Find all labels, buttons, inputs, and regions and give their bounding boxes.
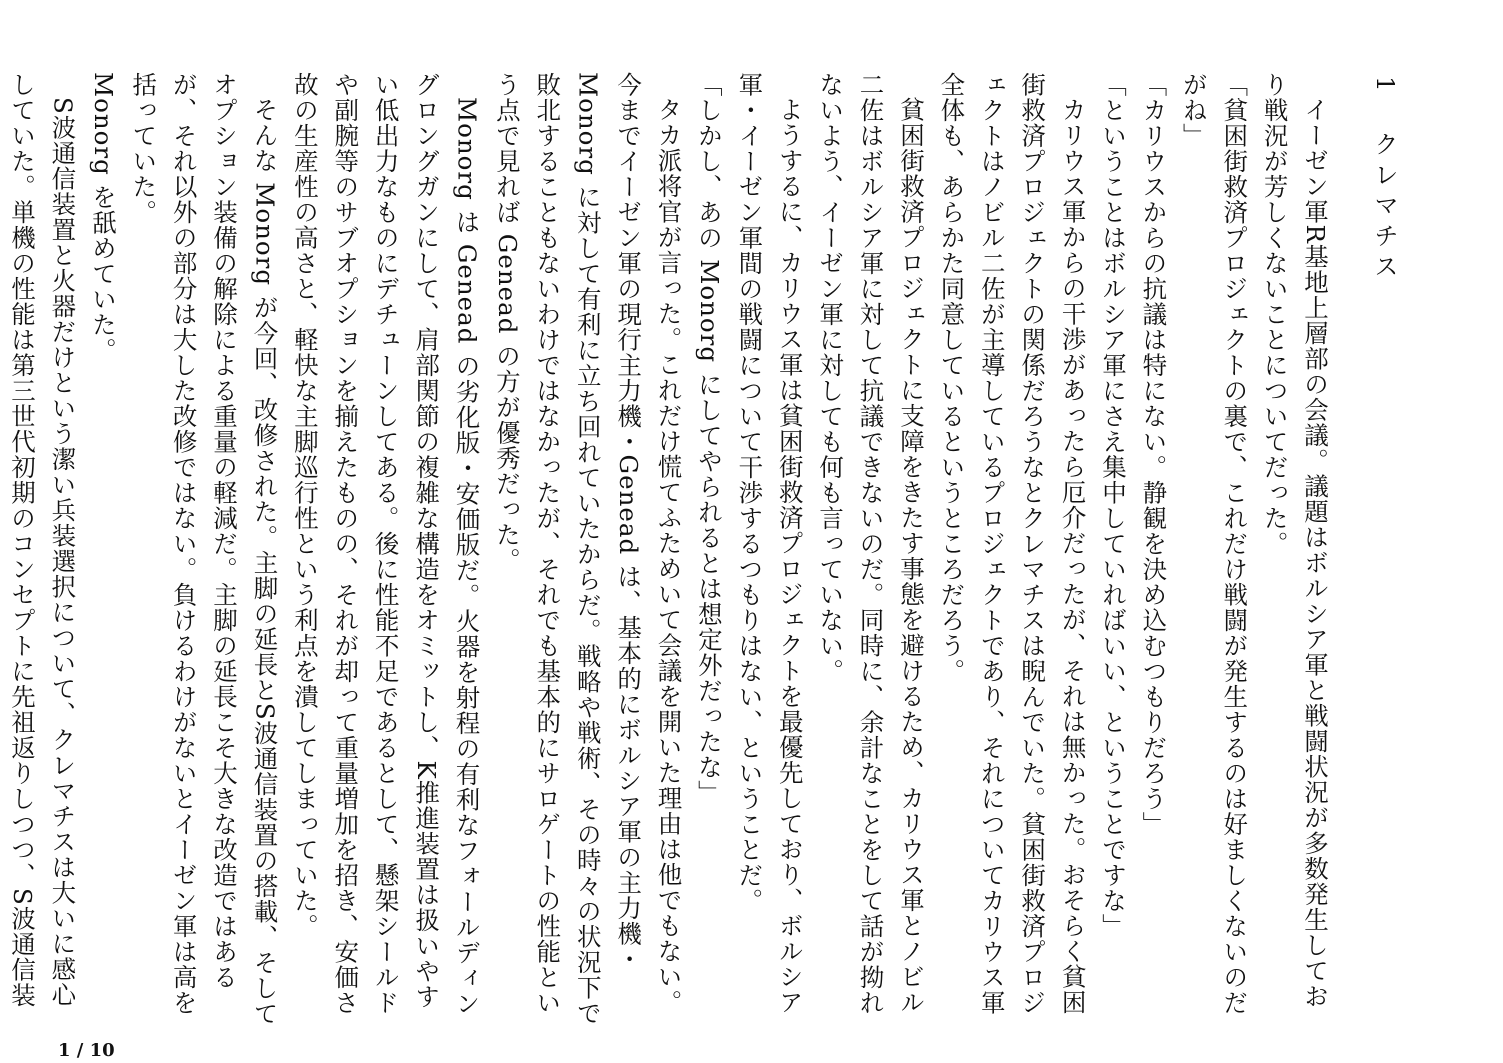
paragraph: タカ派将官が言った。これだけ慌てふためいて会議を開いた理由は他でもない。今までイーゼン軍の現行主力機・Genead は、基本的にボルシア軍の主力機・Monorg に対して有利に立ち回れていたからだ。戦略や戦術、その時々の状況下で敗北することもないわけではなかったが、それでも基本的にサロゲートの性能という点で見れば Genead の方が優秀だった。 xyxy=(492,72,684,1027)
paragraph: Monorg を舐めていた。 xyxy=(88,72,118,364)
paragraph: Monorg は Genead の劣化版・安価版だ。火器を射程の有利なフォールディングロングガンにして、肩部関節の複雑な構造をオミットし、K推進装置は扱いやすい低出力なものにデチューンしてある。後に性能不足であるとして、懸架シールドや副腕等のサブオプションを揃えたものの、それが却って重量増加を招き、安価さ故の生産性の高さと、軽快な主脚巡行性という利点を潰してしまっていた。 xyxy=(290,72,482,1016)
paragraph: 貧困街救済プロジェクトに支障をきたす事態を避けるため、カリウス軍とノビル二佐はボルシア軍に対して抗議できないのだ。同時に、余計なことをして話が拗れないよう、イーゼン軍に対しても何も言っていない。 xyxy=(816,72,926,1016)
chapter-heading xyxy=(1365,76,1405,476)
page-number: 1 / 10 xyxy=(58,1040,115,1061)
dialogue-line: 「ということはボルシア軍にさえ集中していればいい、ということですな」 xyxy=(1098,72,1128,939)
dialogue-line: 「カリウスからの抗議は特にない。静観を決め込むつもりだろう」 xyxy=(1139,72,1169,837)
dialogue-line: 「貧困街救済プロジェクトの裏で、これだけ戦闘が発生するのは好ましくないのだがね」 xyxy=(1179,72,1250,1016)
body-text xyxy=(8,72,1335,1032)
paragraph: S波通信装置と火器だけという潔い兵装選択について、クレマチスは大いに感心していた。単機の性能は第三世代初期のコンセプトに先祖返りしつつ、S波通信装 xyxy=(8,72,78,1008)
paragraph: そんな Monorg が今回、改修された。主脚の延長とS波通信装置の搭載、そしてオプション装備の解除による重量の軽減だ。主脚の延長こそ大きな改造ではあるが、それ以外の部分は大した改修ではない。負けるわけがないとイーゼン軍は高を括っていた。 xyxy=(129,72,280,1027)
chapter-number: 1 xyxy=(1371,76,1400,98)
dialogue-line: 「しかし、あの Monorg にしてやられるとは想定外だったな」 xyxy=(694,72,724,806)
paragraph: イーゼン軍R基地上層部の会議。議題はボルシア軍と戦闘状況が多数発生しており戦況が芳しくないことについてだった。 xyxy=(1260,72,1330,1009)
paragraph: ようするに、カリウス軍は貧困街救済プロジェクトを最優先しており、ボルシア軍・イーゼン軍間の戦闘について干渉するつもりはない、ということだ。 xyxy=(735,72,805,1015)
chapter-title: クレマチス xyxy=(1371,131,1400,285)
paragraph: カリウス軍からの干渉があったら厄介だったが、それは無かった。おそらく貧困街救済プロジェクトの関係だろうなとクレマチスは睨んでいた。貧困街救済プロジェクトはノビル二佐が主導しているプロジェクトであり、それについてカリウス軍全体も、あらかた同意しているというところだろう。 xyxy=(937,72,1088,1016)
